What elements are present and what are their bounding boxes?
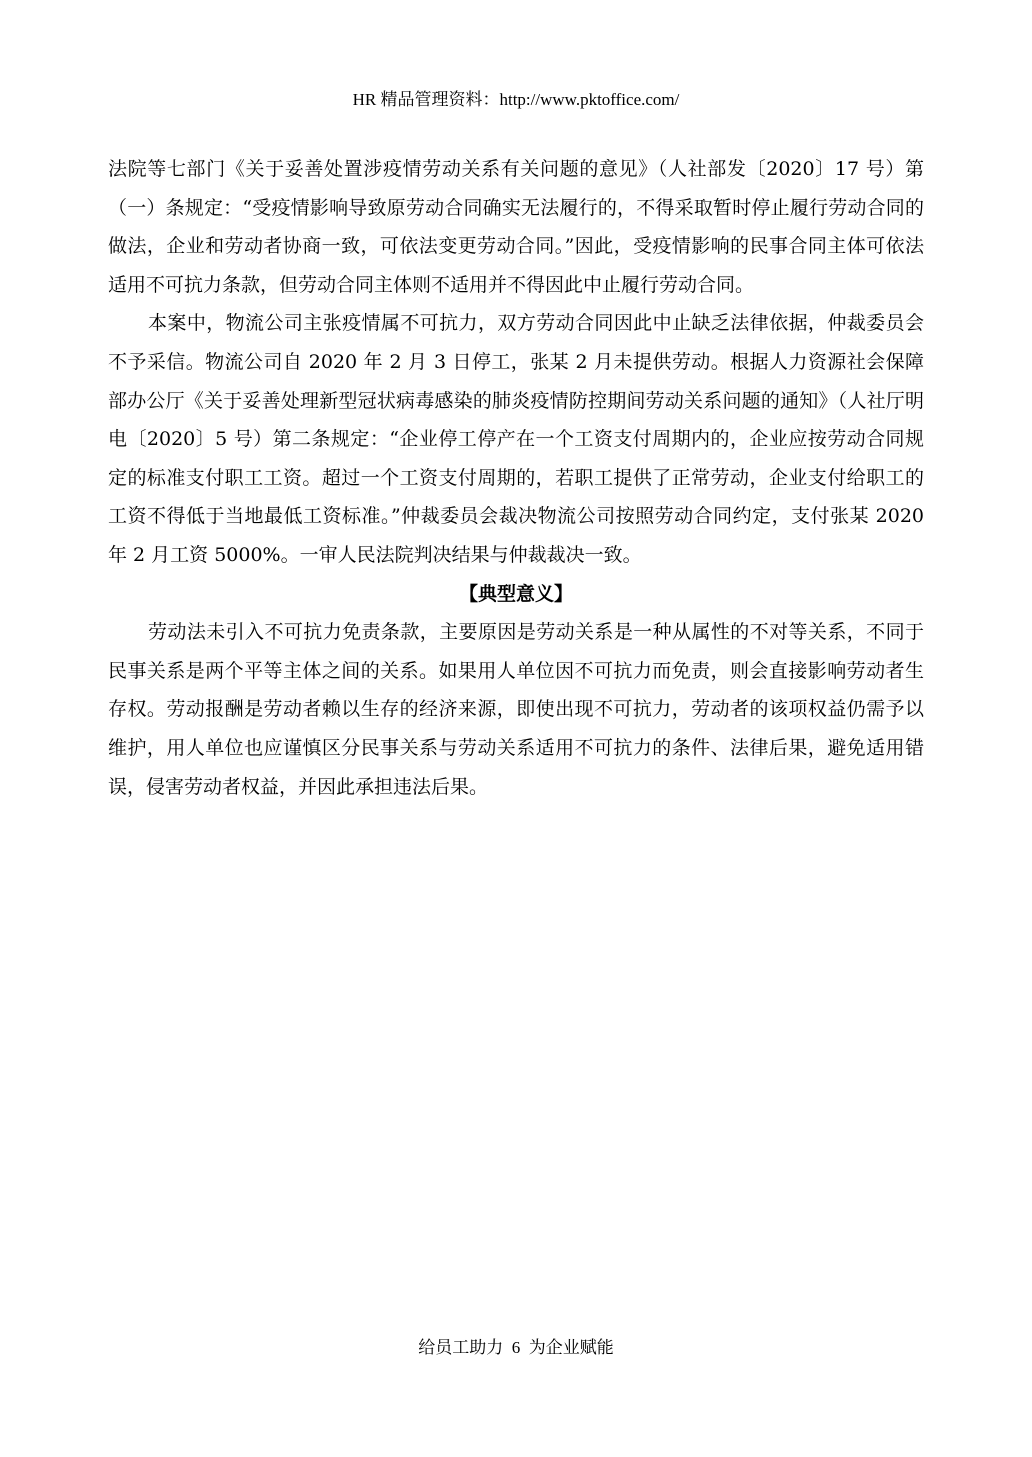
paragraph-continued: 法院等七部门《关于妥善处置涉疫情劳动关系有关问题的意见》（人社部发〔2020〕17 号）第（一）条规定：“受疫情影响导致原劳动合同确实无法履行的，不得采取暂时停止履行劳动合同的做法，企业和劳动者协商一致，可依法变更劳动合同。”因此，受疫情影响的民事合同主体可依法适用不可抗力条款，但劳动合同主体则不适用并不得因此中止履行劳动合同。: [108, 158, 924, 296]
page-footer: 给员工助力 6 为企业赋能: [418, 1338, 614, 1357]
paragraph-significance: 劳动法未引入不可抗力免责条款，主要原因是劳动关系是一种从属性的不对等关系，不同于民事关系是两个平等主体之间的关系。如果用人单位因不可抗力而免责，则会直接影响劳动者生存权。劳动报酬是劳动者赖以生存的经济来源，即使出现不可抗力，劳动者的该项权益仍需予以维护，用人单位也应谨慎区分民事关系与劳动关系适用不可抗力的条件、法律后果，避免适用错误，侵害劳动者权益，并因此承担违法后果。: [108, 621, 924, 798]
page-header: HR 精品管理资料：http://www.pktoffice.com/: [352, 90, 680, 109]
document-body: [108, 150, 924, 806]
section-heading: 【典型意义】: [458, 582, 573, 605]
paragraph-case-ruling: 本案中，物流公司主张疫情属不可抗力，双方劳动合同因此中止缺乏法律依据，仲裁委员会不予采信。物流公司自 2020 年 2 月 3 日停工，张某 2 月未提供劳动。根据人力资源社会保障部办公厅《关于妥善处理新型冠状病毒感染的肺炎疫情防控期间劳动关系问题的通知》（人社厅明电〔2020〕5 号）第二条规定：“企业停工停产在一个工资支付周期内的，企业应按劳动合同规定的标准支付职工工资。超过一个工资支付周期的，若职工提供了正常劳动，企业支付给职工的工资不得低于当地最低工资标准。”仲裁委员会裁决物流公司按照劳动合同约定，支付张某 2020 年 2 月工资 5000%。一审人民法院判决结果与仲裁裁决一致。: [108, 312, 924, 566]
